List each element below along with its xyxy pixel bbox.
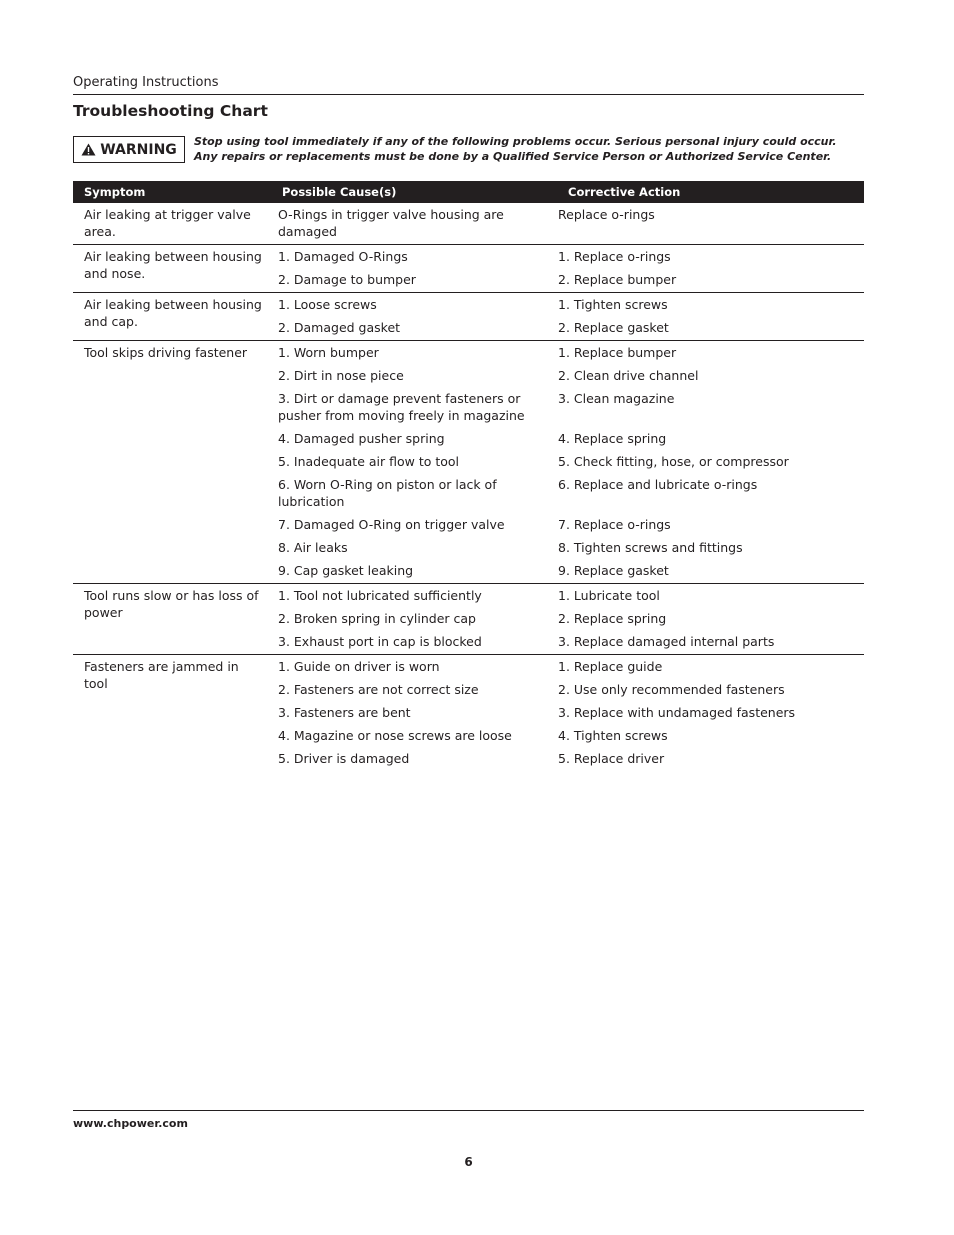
action-cell: 1. Replace guide (558, 659, 663, 674)
cause-action-pair (267, 390, 864, 430)
cause-action-list (267, 584, 864, 654)
symptom-cell: Air leaking between housing and nose. (84, 249, 262, 281)
cause-cell: 2. Fasteners are not correct size (278, 682, 479, 697)
action-cell: 8. Tighten screws and fittings (558, 540, 743, 555)
cause-action-pair (267, 610, 864, 633)
cause-action-pair (267, 633, 864, 654)
cause-action-pair (267, 367, 864, 390)
cause-cell: 5. Driver is damaged (278, 751, 410, 766)
cause-cell: 3. Fasteners are bent (278, 705, 411, 720)
cause-cell: 1. Damaged O-Rings (278, 249, 408, 264)
action-cell: 4. Tighten screws (558, 728, 668, 743)
cause-cell: 7. Damaged O-Ring on trigger valve (278, 517, 505, 532)
action-cell: 7. Replace o-rings (558, 517, 671, 532)
cause-action-list (267, 203, 864, 244)
cause-action-list (267, 341, 864, 583)
table-row (73, 655, 864, 771)
section-header: Operating Instructions (73, 75, 864, 95)
cause-action-pair (267, 704, 864, 727)
cause-action-pair (267, 248, 864, 271)
cause-cell: 3. Exhaust port in cap is blocked (278, 634, 482, 649)
symptom-cell: Air leaking between housing and cap. (84, 297, 262, 329)
warning-line-2: Any repairs or replacements must be done by a Qualified Service Person or Authorized Service Center. (194, 150, 832, 163)
table-body (73, 203, 864, 771)
warning-label (73, 136, 185, 163)
action-cell: 2. Use only recommended fasteners (558, 682, 785, 697)
symptom-cell: Fasteners are jammed in tool (84, 659, 239, 691)
action-cell: 9. Replace gasket (558, 563, 669, 578)
action-cell: 4. Replace spring (558, 431, 667, 446)
cause-action-pair (267, 206, 864, 244)
cause-action-pair (267, 750, 864, 771)
cause-cell: 1. Tool not lubricated sufficiently (278, 588, 482, 603)
cause-action-pair (267, 453, 864, 476)
warning-line-1: Stop using tool immediately if any of the following problems occur. Serious personal injury could occur. (194, 135, 837, 148)
symptom-cell: Air leaking at trigger valve area. (84, 207, 251, 239)
warning-label-text: WARNING (100, 141, 177, 158)
warning-message (194, 134, 864, 164)
cause-cell: 4. Magazine or nose screws are loose (278, 728, 512, 743)
action-cell: 2. Clean drive channel (558, 368, 699, 383)
action-cell: Replace o-rings (558, 207, 655, 222)
action-cell: 1. Tighten screws (558, 297, 668, 312)
cause-action-pair (267, 539, 864, 562)
cause-cell: 2. Damage to bumper (278, 272, 416, 287)
action-cell: 3. Clean magazine (558, 391, 675, 406)
table-header (73, 181, 864, 203)
action-cell: 2. Replace bumper (558, 272, 677, 287)
action-cell: 3. Replace damaged internal parts (558, 634, 775, 649)
cause-cell: 9. Cap gasket leaking (278, 563, 414, 578)
cause-action-list (267, 293, 864, 340)
symptom-cell: Tool runs slow or has loss of power (84, 588, 259, 620)
action-cell: 2. Replace spring (558, 611, 667, 626)
cause-cell: 3. Dirt or damage prevent fasteners or pusher from moving freely in magazine (278, 391, 525, 423)
cause-cell: 6. Worn O-Ring on piston or lack of lubrication (278, 477, 497, 509)
footer-divider (73, 1110, 864, 1111)
table-row (73, 584, 864, 655)
cause-action-pair (267, 587, 864, 610)
page-title: Troubleshooting Chart (73, 102, 268, 120)
troubleshooting-table (73, 181, 864, 771)
table-row (73, 203, 864, 245)
cause-cell: O-Rings in trigger valve housing are damaged (278, 207, 504, 239)
table-row (73, 341, 864, 584)
cause-action-pair (267, 658, 864, 681)
header-symptom: Symptom (84, 185, 146, 199)
table-row (73, 293, 864, 341)
action-cell: 1. Replace bumper (558, 345, 677, 360)
cause-action-pair (267, 296, 864, 319)
cause-action-pair (267, 681, 864, 704)
cause-action-pair (267, 319, 864, 340)
cause-action-pair (267, 516, 864, 539)
cause-action-pair (267, 344, 864, 367)
cause-cell: 5. Inadequate air flow to tool (278, 454, 460, 469)
action-cell: 1. Lubricate tool (558, 588, 660, 603)
action-cell: 6. Replace and lubricate o-rings (558, 477, 758, 492)
warning-triangle-icon (81, 143, 96, 156)
header-cause: Possible Cause(s) (282, 185, 397, 199)
action-cell: 1. Replace o-rings (558, 249, 671, 264)
cause-cell: 1. Loose screws (278, 297, 377, 312)
cause-cell: 1. Guide on driver is worn (278, 659, 440, 674)
header-action: Corrective Action (568, 185, 681, 199)
symptom-cell: Tool skips driving fastener (84, 345, 248, 360)
action-cell: 3. Replace with undamaged fasteners (558, 705, 796, 720)
action-cell: 5. Check fitting, hose, or compressor (558, 454, 789, 469)
cause-action-list (267, 245, 864, 292)
action-cell: 5. Replace driver (558, 751, 665, 766)
footer-url: www.chpower.com (73, 1117, 188, 1130)
cause-cell: 1. Worn bumper (278, 345, 379, 360)
cause-cell: 2. Damaged gasket (278, 320, 401, 335)
cause-action-pair (267, 430, 864, 453)
cause-cell: 4. Damaged pusher spring (278, 431, 445, 446)
cause-action-pair (267, 562, 864, 583)
cause-cell: 2. Dirt in nose piece (278, 368, 404, 383)
cause-action-list (267, 655, 864, 771)
cause-cell: 2. Broken spring in cylinder cap (278, 611, 476, 626)
cause-action-pair (267, 271, 864, 292)
cause-cell: 8. Air leaks (278, 540, 348, 555)
page-number: 6 (464, 1155, 473, 1169)
cause-action-pair (267, 727, 864, 750)
cause-action-pair (267, 476, 864, 516)
action-cell: 2. Replace gasket (558, 320, 669, 335)
table-row (73, 245, 864, 293)
